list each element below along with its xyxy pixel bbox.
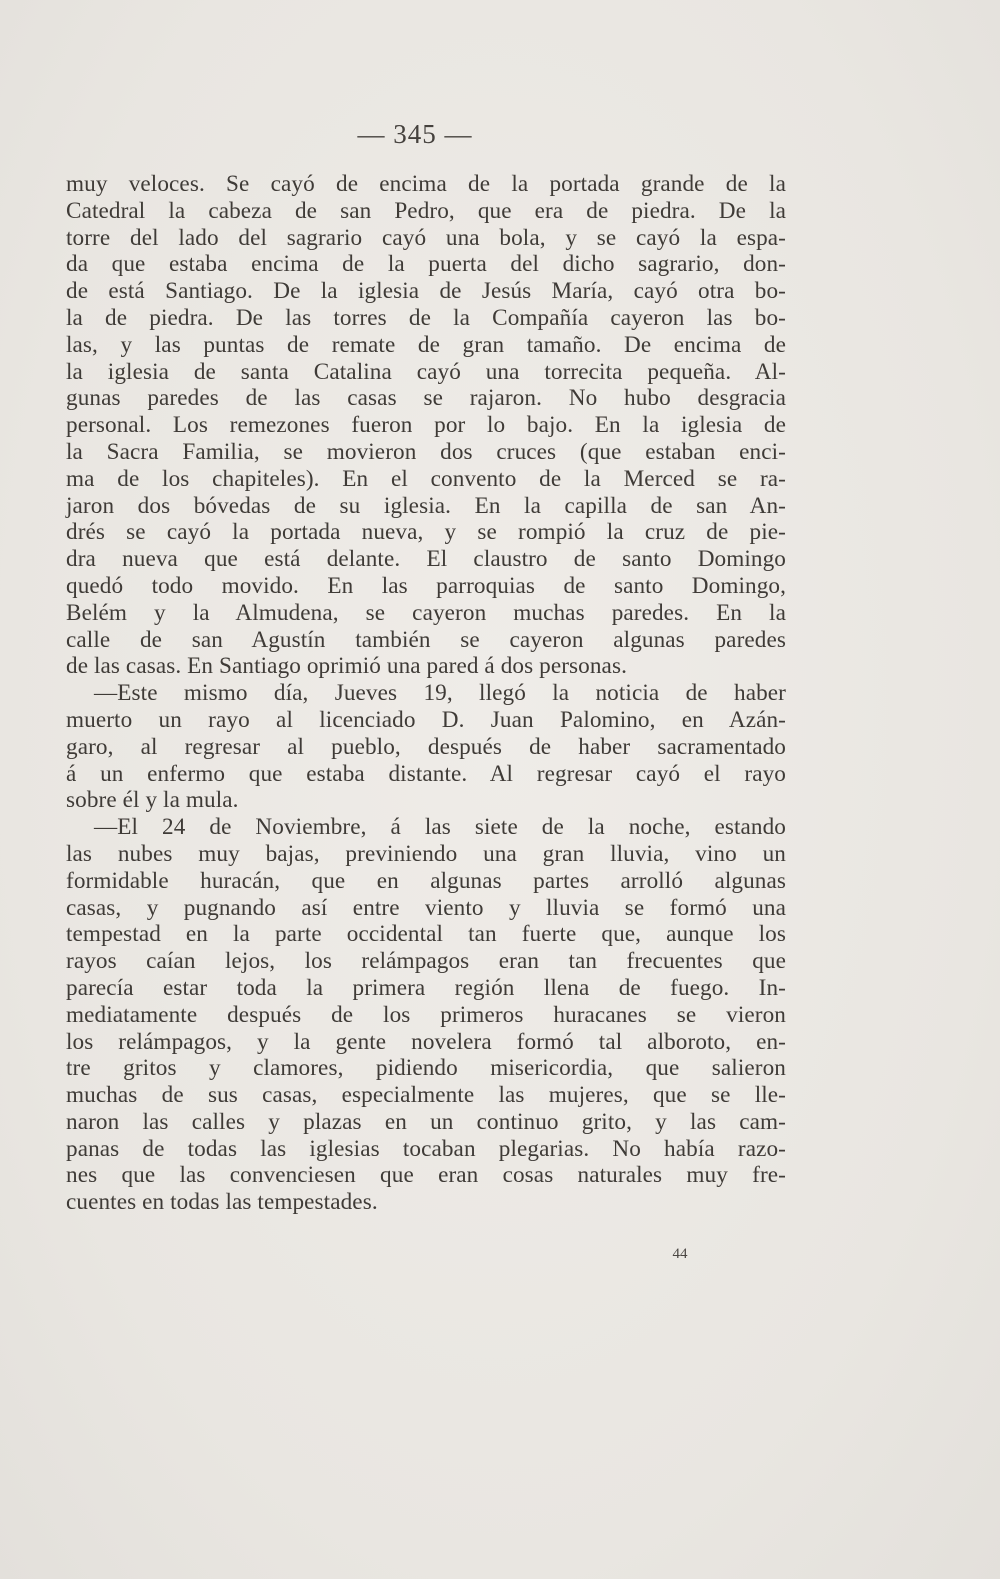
text-line: dra nueva que está delante. El claustro de santo Domingo xyxy=(66,546,786,573)
text-line: rayos caían lejos, los relámpagos eran tan frecuentes que xyxy=(66,948,786,975)
paragraph-start-line: —Este mismo día, Jueves 19, llegó la noticia de haber xyxy=(94,680,786,707)
body-text xyxy=(66,171,786,1216)
printer-signature-mark: 44 xyxy=(672,1246,688,1262)
page-number: — 345 — xyxy=(357,119,473,149)
text-line: parecía estar toda la primera región llena de fuego. In- xyxy=(66,974,786,1001)
text-line: Belém y la Almudena, se cayeron muchas paredes. En la xyxy=(66,599,786,626)
text-line: quedó todo movido. En las parroquias de santo Domingo, xyxy=(66,572,786,599)
text-line: garo, al regresar al pueblo, después de haber sacramentado xyxy=(66,733,786,760)
text-line: ma de los chapiteles). En el convento de la Merced se ra- xyxy=(66,465,786,492)
text-line: la de piedra. De las torres de la Compañía cayeron las bo- xyxy=(66,304,786,331)
text-line: los relámpagos, y la gente novelera formó tal alboroto, en- xyxy=(66,1028,786,1055)
text-line: personal. Los remezones fueron por lo bajo. En la iglesia de xyxy=(66,412,786,439)
text-line: la iglesia de santa Catalina cayó una torrecita pequeña. Al- xyxy=(66,358,786,385)
text-line: muchas de sus casas, especialmente las mujeres, que se lle- xyxy=(66,1082,786,1109)
text-line: da que estaba encima de la puerta del dicho sagrario, don- xyxy=(66,251,786,278)
text-line: cuentes en todas las tempestades. xyxy=(66,1189,378,1216)
text-line: naron las calles y plazas en un continuo grito, y las cam- xyxy=(66,1108,786,1135)
text-line: gunas paredes de las casas se rajaron. No hubo desgracia xyxy=(66,385,786,412)
text-line: casas, y pugnando así entre viento y lluvia se formó una xyxy=(66,894,786,921)
text-line: muy veloces. Se cayó de encima de la portada grande de la xyxy=(66,171,786,197)
text-line: de las casas. En Santiago oprimió una pared á dos personas. xyxy=(66,653,627,680)
text-line: muerto un rayo al licenciado D. Juan Palomino, en Azán- xyxy=(66,706,786,733)
text-line: á un enfermo que estaba distante. Al regresar cayó el rayo xyxy=(66,760,786,787)
text-line: nes que las convenciesen que eran cosas naturales muy fre- xyxy=(66,1162,786,1189)
text-line: tre gritos y clamores, pidiendo misericordia, que salieron xyxy=(66,1055,786,1082)
text-line: jaron dos bóvedas de su iglesia. En la capilla de san An- xyxy=(66,492,786,519)
text-line: las, y las puntas de remate de gran tamaño. De encima de xyxy=(66,331,786,358)
text-line: de está Santiago. De la iglesia de Jesús María, cayó otra bo- xyxy=(66,278,786,305)
text-line: mediatamente después de los primeros huracanes se vieron xyxy=(66,1001,786,1028)
text-line: torre del lado del sagrario cayó una bola, y se cayó la espa- xyxy=(66,224,786,251)
text-line: Catedral la cabeza de san Pedro, que era de piedra. De la xyxy=(66,197,786,224)
text-line: formidable huracán, que en algunas partes arrolló algunas xyxy=(66,867,786,894)
text-line: panas de todas las iglesias tocaban plegarias. No había razo- xyxy=(66,1135,786,1162)
text-line: las nubes muy bajas, previniendo una gran lluvia, vino un xyxy=(66,840,786,867)
text-line: calle de san Agustín también se cayeron algunas paredes xyxy=(66,626,786,653)
text-line: sobre él y la mula. xyxy=(66,787,239,814)
paragraph-start-line: —El 24 de Noviembre, á las siete de la noche, estando xyxy=(94,814,786,841)
text-line: tempestad en la parte occidental tan fuerte que, aunque los xyxy=(66,921,786,948)
text-line: drés se cayó la portada nueva, y se rompió la cruz de pie- xyxy=(66,519,786,546)
text-line: la Sacra Familia, se movieron dos cruces (que estaban enci- xyxy=(66,438,786,465)
